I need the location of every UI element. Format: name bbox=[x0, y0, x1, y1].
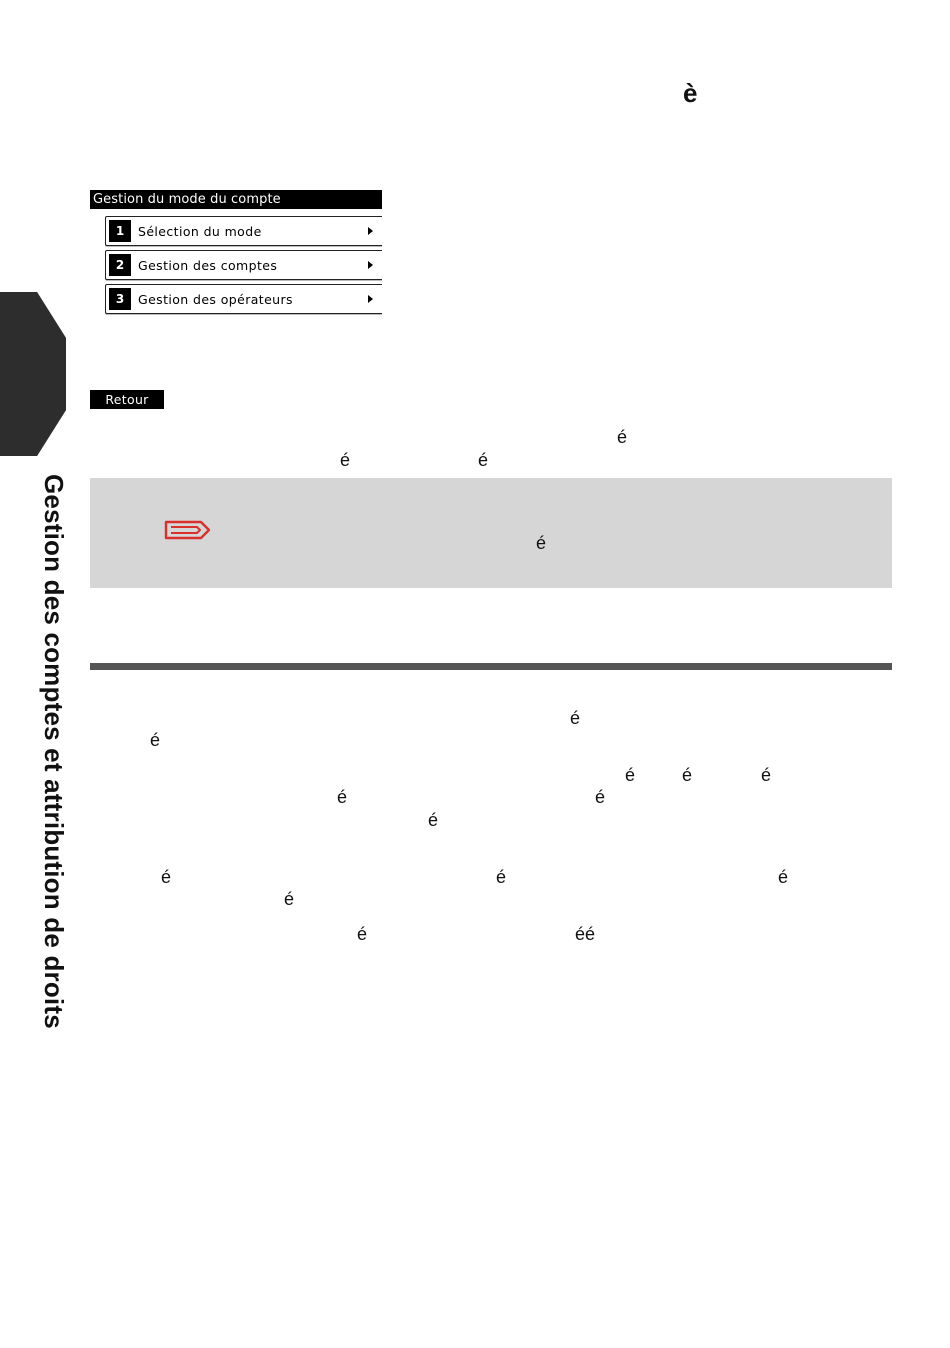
accent-glyph: é bbox=[478, 450, 489, 470]
chevron-right-icon bbox=[368, 261, 373, 269]
accent-glyph: é bbox=[595, 787, 606, 807]
accent-glyph: é bbox=[357, 924, 368, 944]
note-box bbox=[90, 478, 892, 588]
chevron-right-icon bbox=[368, 227, 373, 235]
heading-glyph: è bbox=[683, 78, 698, 108]
back-button[interactable]: Retour bbox=[90, 390, 164, 409]
menu-item-label: Gestion des opérateurs bbox=[138, 291, 293, 307]
menu-item-number: 2 bbox=[109, 254, 131, 276]
accent-glyph: é bbox=[536, 533, 547, 553]
paperclip-note-icon bbox=[163, 518, 213, 542]
accent-glyph: é bbox=[778, 867, 789, 887]
accent-glyph: é bbox=[340, 450, 351, 470]
menu-item-label: Gestion des comptes bbox=[138, 257, 278, 273]
accent-glyph: é bbox=[161, 867, 172, 887]
accent-glyph: é bbox=[761, 765, 772, 785]
accent-glyph: é bbox=[284, 889, 295, 909]
chevron-right-icon bbox=[368, 295, 373, 303]
menu-item-number: 1 bbox=[109, 220, 131, 242]
accent-glyph: é bbox=[337, 787, 348, 807]
menu-item-label: Sélection du mode bbox=[138, 223, 262, 239]
menu-item-mode-selection[interactable] bbox=[105, 216, 382, 246]
menu-item-number: 3 bbox=[109, 288, 131, 310]
double-accent-glyph: éé bbox=[575, 924, 596, 944]
accent-glyph: é bbox=[428, 810, 439, 830]
chapter-tab bbox=[0, 292, 66, 456]
device-screen bbox=[90, 190, 382, 410]
screen-title: Gestion du mode du compte bbox=[90, 190, 382, 209]
accent-glyph: é bbox=[625, 765, 636, 785]
accent-glyph: é bbox=[496, 867, 507, 887]
accent-glyph: é bbox=[150, 730, 161, 750]
accent-glyph: é bbox=[617, 427, 628, 447]
menu-item-operator-management[interactable] bbox=[105, 284, 382, 314]
chapter-title: Gestion des comptes et attribution de droits bbox=[39, 474, 69, 1029]
accent-glyph: é bbox=[682, 765, 693, 785]
accent-glyph: é bbox=[570, 708, 581, 728]
section-divider bbox=[90, 663, 892, 670]
menu-item-account-management[interactable] bbox=[105, 250, 382, 280]
